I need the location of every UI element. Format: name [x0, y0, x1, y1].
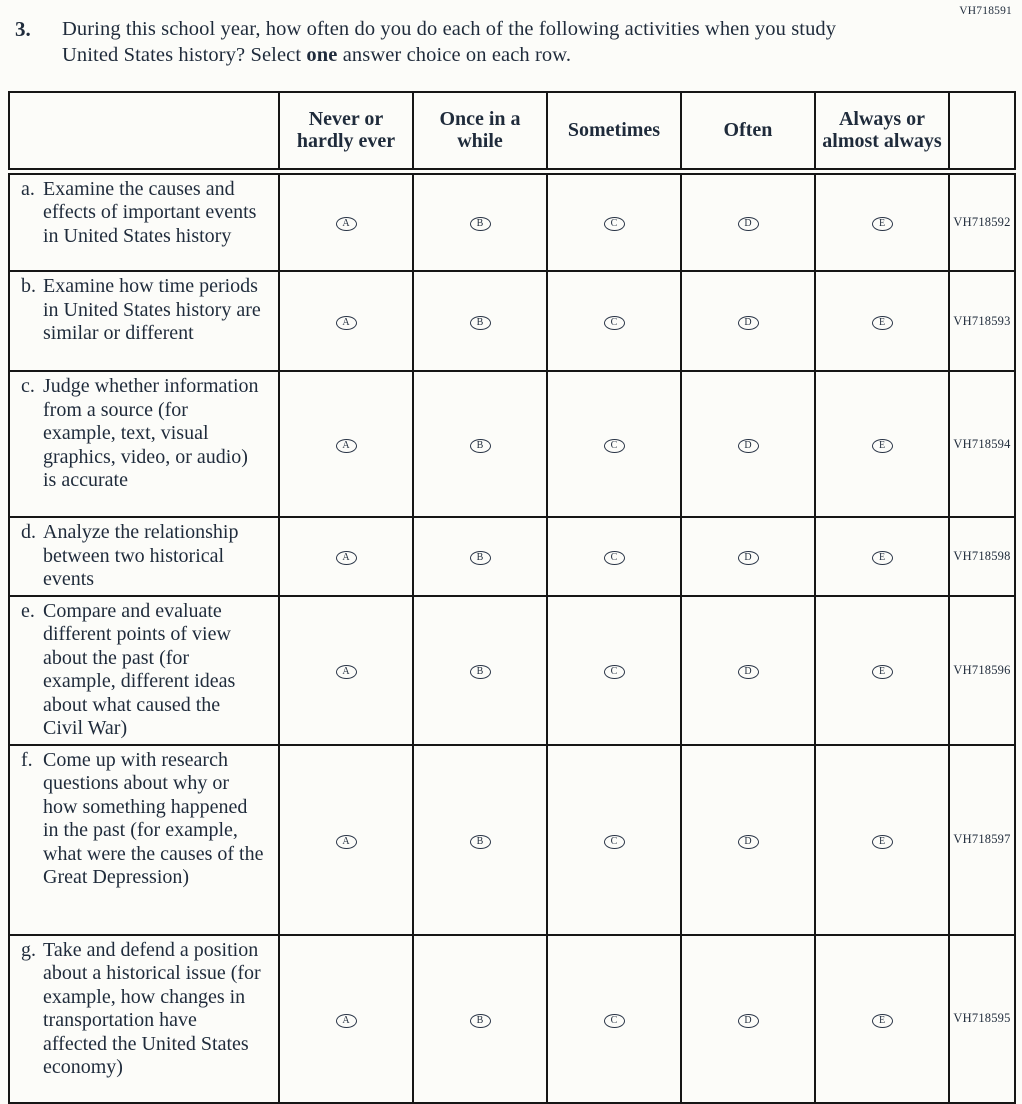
row-label: b.: [21, 275, 36, 297]
table-row-f: [9, 745, 1015, 935]
row-label: g.: [21, 938, 36, 961]
answer-bubble-b[interactable]: B: [470, 1014, 491, 1028]
table-row-b: [9, 271, 1015, 371]
answer-bubble-c[interactable]: C: [604, 439, 625, 453]
row-code: VH718598: [949, 517, 1015, 596]
answer-bubble-a[interactable]: A: [336, 665, 357, 679]
question-text: [62, 16, 862, 68]
row-code: VH718594: [949, 371, 1015, 517]
answer-bubble-d[interactable]: D: [738, 665, 759, 679]
table-row-a: [9, 171, 1015, 271]
row-label: e.: [21, 599, 35, 622]
row-statement: Examine how time periods in United States history are similar or different: [43, 275, 261, 344]
answer-bubble-b[interactable]: B: [470, 439, 491, 453]
table-row-g: [9, 935, 1015, 1103]
answer-bubble-e[interactable]: E: [872, 316, 893, 330]
answer-bubble-e[interactable]: E: [872, 551, 893, 565]
question-number: 3.: [15, 17, 31, 41]
row-label: d.: [21, 521, 36, 543]
row-statement: Examine the causes and effects of important events in United States history: [43, 177, 257, 247]
row-code: VH718592: [949, 171, 1015, 271]
answer-bubble-d[interactable]: D: [738, 1014, 759, 1028]
answer-bubble-a[interactable]: A: [336, 1014, 357, 1028]
answer-bubble-d[interactable]: D: [738, 316, 759, 330]
answer-bubble-b[interactable]: B: [470, 835, 491, 849]
answer-bubble-a[interactable]: A: [336, 316, 357, 330]
row-statement: Come up with research questions about why or how something happened in the past (for example, what were the causes of the Great Depression): [43, 748, 264, 888]
row-statement: Analyze the relationship between two historical events: [43, 521, 239, 590]
answer-bubble-d[interactable]: D: [738, 835, 759, 849]
table-row-d: [9, 517, 1015, 596]
row-code: VH718595: [949, 935, 1015, 1103]
answer-bubble-b[interactable]: B: [470, 665, 491, 679]
answer-bubble-c[interactable]: C: [604, 551, 625, 565]
header-row: [9, 92, 1015, 171]
answer-bubble-d[interactable]: D: [738, 217, 759, 231]
answer-bubble-e[interactable]: E: [872, 217, 893, 231]
answer-bubble-e[interactable]: E: [872, 835, 893, 849]
answer-bubble-e[interactable]: E: [872, 665, 893, 679]
answer-bubble-b[interactable]: B: [470, 551, 491, 565]
table-row-c: [9, 371, 1015, 517]
row-label: c.: [21, 375, 35, 397]
column-header-blank: [9, 92, 279, 171]
answer-bubble-c[interactable]: C: [604, 835, 625, 849]
row-code: VH718593: [949, 271, 1015, 371]
answer-bubble-a[interactable]: A: [336, 439, 357, 453]
column-header-never: Never or hardly ever: [279, 92, 413, 171]
answer-bubble-e[interactable]: E: [872, 1014, 893, 1028]
form-code: VH718591: [959, 5, 1012, 17]
column-header-always: Always or almost always: [815, 92, 949, 171]
row-code: VH718596: [949, 596, 1015, 745]
answer-bubble-a[interactable]: A: [336, 551, 357, 565]
answer-bubble-e[interactable]: E: [872, 439, 893, 453]
question-text-after: answer choice on each row.: [337, 44, 572, 66]
question-text-before: During this school year, how often do you do each of the following activities when you study United States history? Select: [62, 18, 837, 66]
column-header-code: [949, 92, 1015, 171]
column-header-often: Often: [681, 92, 815, 171]
row-statement: Judge whether information from a source (for example, text, visual graphics, video, or audio) is accurate: [43, 375, 259, 491]
row-label: a.: [21, 177, 35, 200]
answer-bubble-d[interactable]: D: [738, 551, 759, 565]
row-label: f.: [21, 748, 33, 771]
answer-bubble-b[interactable]: B: [470, 217, 491, 231]
answer-bubble-c[interactable]: C: [604, 217, 625, 231]
row-code: VH718597: [949, 745, 1015, 935]
table-row-e: [9, 596, 1015, 745]
column-header-sometimes: Sometimes: [547, 92, 681, 171]
question-block: [0, 0, 1022, 68]
answer-bubble-a[interactable]: A: [336, 217, 357, 231]
answer-bubble-c[interactable]: C: [604, 1014, 625, 1028]
column-header-once: Once in a while: [413, 92, 547, 171]
frequency-matrix-table: [8, 91, 1016, 1104]
answer-bubble-a[interactable]: A: [336, 835, 357, 849]
answer-bubble-c[interactable]: C: [604, 665, 625, 679]
question-text-bold: one: [306, 44, 338, 66]
answer-bubble-b[interactable]: B: [470, 316, 491, 330]
answer-bubble-c[interactable]: C: [604, 316, 625, 330]
answer-bubble-d[interactable]: D: [738, 439, 759, 453]
row-statement: Compare and evaluate different points of view about the past (for example, different ideas about what caused the Civil War): [43, 599, 236, 739]
row-statement: Take and defend a position about a historical issue (for example, how changes in transportation have affected the United States economy): [43, 938, 261, 1078]
